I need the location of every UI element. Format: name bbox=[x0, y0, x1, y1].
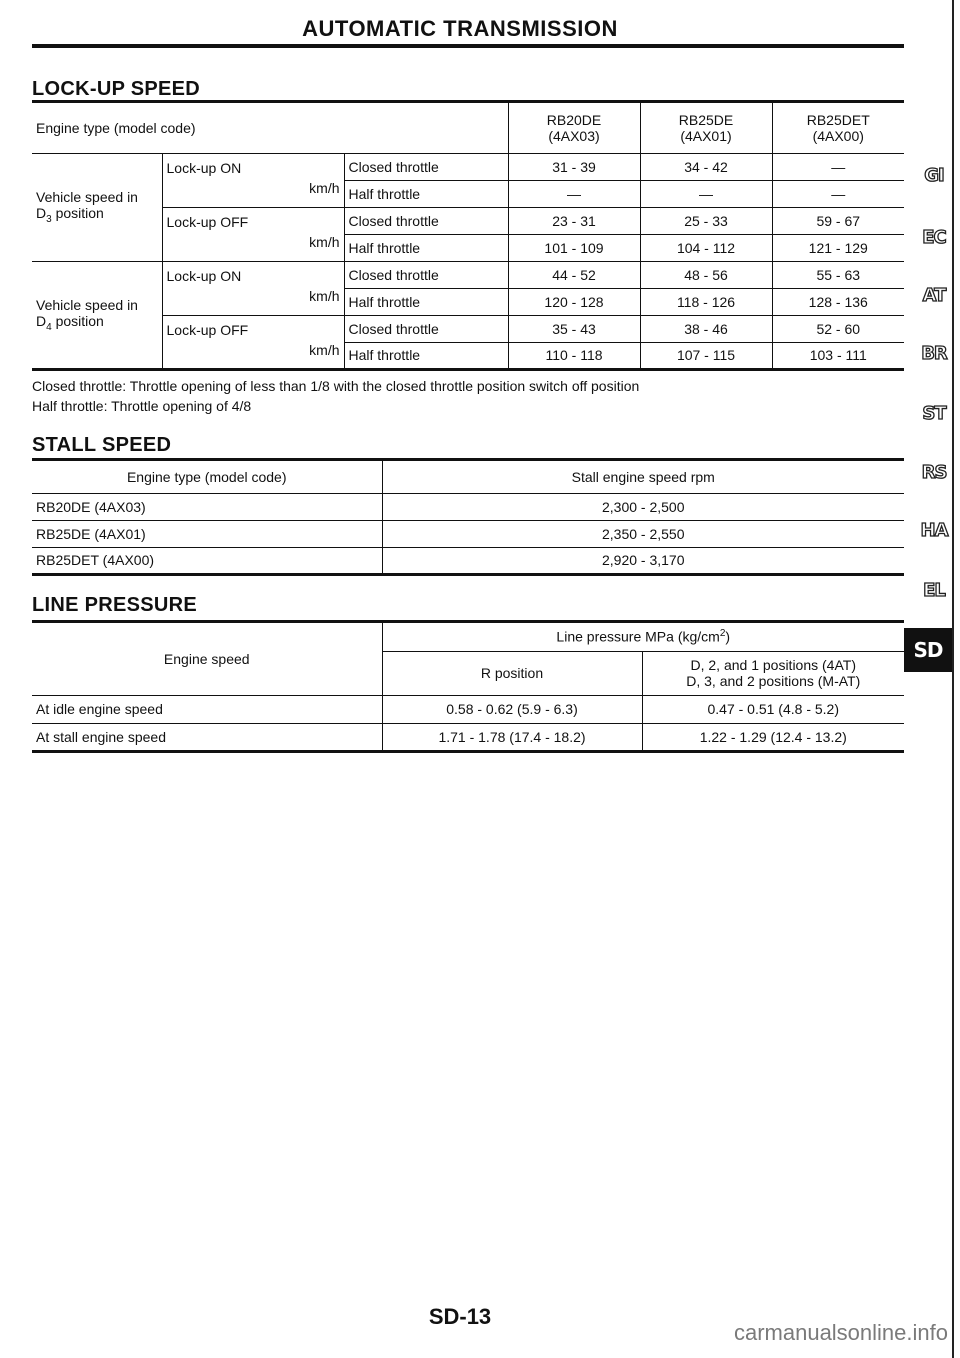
engine-col-rb20de bbox=[508, 103, 640, 153]
tab-ec[interactable]: EC bbox=[922, 227, 946, 248]
lockup-off-cell: Lock-up OFF km/h bbox=[162, 315, 344, 369]
stall-col-speed: Stall engine speed rpm bbox=[382, 461, 904, 493]
throttle-label: Closed throttle bbox=[344, 207, 508, 234]
closed-throttle-note: Closed throttle: Throttle opening of less than 1/8 with the closed throttle position switch off position bbox=[32, 378, 640, 394]
vehicle-speed-d3-label: Vehicle speed in $D_3$ position bbox=[32, 153, 162, 261]
table-row: Half throttle 110 - 118 107 - 115 103 - 111 bbox=[32, 342, 904, 369]
table-row: Vehicle speed in $D_4$ position Lock-up ON km/h Closed throttle 44 - 52 48 - 56 55 - 63 bbox=[32, 261, 904, 288]
engine-col-rb25det bbox=[772, 103, 904, 153]
table-row: Lock-up OFF km/h Closed throttle 35 - 43 38 - 46 52 - 60 bbox=[32, 315, 904, 342]
lockup-header-row bbox=[32, 103, 904, 153]
throttle-label: Half throttle bbox=[344, 288, 508, 315]
line-section-title: LINE PRESSURE bbox=[32, 594, 198, 616]
r-position-header: R position bbox=[382, 651, 642, 695]
tab-rs[interactable]: RS bbox=[921, 462, 947, 483]
line-pressure-header: Line pressure MPa $(kg/cm^2)$ bbox=[382, 623, 904, 651]
table-row: Half throttle 120 - 128 118 - 126 128 - 136 bbox=[32, 288, 904, 315]
table-row bbox=[32, 623, 904, 651]
half-throttle-note: Half throttle: Throttle opening of 4/8 bbox=[32, 398, 252, 414]
tab-el[interactable]: EL bbox=[923, 580, 945, 601]
engine-code: (4AX03) bbox=[548, 127, 600, 144]
engine-code: (4AX00) bbox=[812, 127, 864, 144]
lockup-section-title: LOCK-UP SPEED bbox=[32, 78, 201, 100]
tab-br[interactable]: BR bbox=[921, 343, 947, 364]
throttle-label: Half throttle bbox=[344, 234, 508, 261]
throttle-label: Half throttle bbox=[344, 180, 508, 207]
table-row: Vehicle speed in $D_3$ position Lock-up ON km/h Closed throttle 31 - 39 34 - 42 — bbox=[32, 153, 904, 180]
watermark: carmanualsonline.info bbox=[733, 1320, 948, 1345]
stall-table bbox=[32, 461, 904, 576]
tab-ha[interactable]: HA bbox=[920, 520, 948, 541]
throttle-label: Closed throttle bbox=[344, 261, 508, 288]
table-row: At stall engine speed 1.71 - 1.78 (17.4 - 18.2) 1.22 - 1.29 (12.4 - 13.2) bbox=[32, 723, 904, 751]
throttle-label: Half throttle bbox=[344, 342, 508, 369]
engine-model: RB25DE bbox=[678, 111, 734, 128]
line-pressure-table bbox=[32, 623, 904, 753]
stall-col-engine: Engine type (model code) bbox=[126, 468, 287, 485]
d-position-header: D, 2, and 1 positions (4AT) D, 3, and 2 positions (M-AT) bbox=[642, 651, 904, 695]
engine-code: (4AX01) bbox=[680, 127, 732, 144]
engine-model: RB20DE bbox=[546, 111, 602, 128]
engine-model: RB25DET bbox=[806, 111, 870, 128]
vehicle-speed-d4-label: Vehicle speed in $D_4$ position bbox=[32, 261, 162, 369]
table-row: RB25DET (4AX00) 2,920 - 3,170 bbox=[32, 547, 904, 574]
page-edge-line bbox=[952, 0, 954, 1358]
tab-sd-active[interactable]: SD bbox=[904, 628, 952, 672]
engine-speed-header: Engine speed bbox=[163, 650, 250, 667]
page-title: AUTOMATIC TRANSMISSION bbox=[302, 16, 618, 41]
tab-st[interactable]: ST bbox=[922, 403, 946, 424]
stall-section-title: STALL SPEED bbox=[32, 434, 172, 456]
table-row: RB25DE (4AX01) 2,350 - 2,550 bbox=[32, 520, 904, 547]
table-row bbox=[32, 461, 904, 493]
title-rule bbox=[32, 44, 904, 48]
lockup-on-cell: Lock-up ON km/h bbox=[162, 261, 344, 315]
table-row: Half throttle 101 - 109 104 - 112 121 - 129 bbox=[32, 234, 904, 261]
lockup-off-cell: Lock-up OFF km/h bbox=[162, 207, 344, 261]
throttle-label: Closed throttle bbox=[344, 315, 508, 342]
throttle-label: Closed throttle bbox=[344, 153, 508, 180]
tab-gi[interactable]: GI bbox=[924, 165, 944, 186]
lockup-table bbox=[32, 103, 904, 371]
table-row: RB20DE (4AX03) 2,300 - 2,500 bbox=[32, 493, 904, 520]
table-row: Lock-up OFF km/h Closed throttle 23 - 31 25 - 33 59 - 67 bbox=[32, 207, 904, 234]
table-row: At idle engine speed 0.58 - 0.62 (5.9 - 6.3) 0.47 - 0.51 (4.8 - 5.2) bbox=[32, 695, 904, 723]
engine-col-rb25de bbox=[640, 103, 772, 153]
engine-type-label: Engine type (model code) bbox=[36, 119, 196, 136]
tab-at[interactable]: AT bbox=[922, 285, 946, 306]
lockup-on-cell: Lock-up ON km/h bbox=[162, 153, 344, 207]
page-number: SD-13 bbox=[428, 1304, 492, 1329]
table-row: Half throttle — — — bbox=[32, 180, 904, 207]
